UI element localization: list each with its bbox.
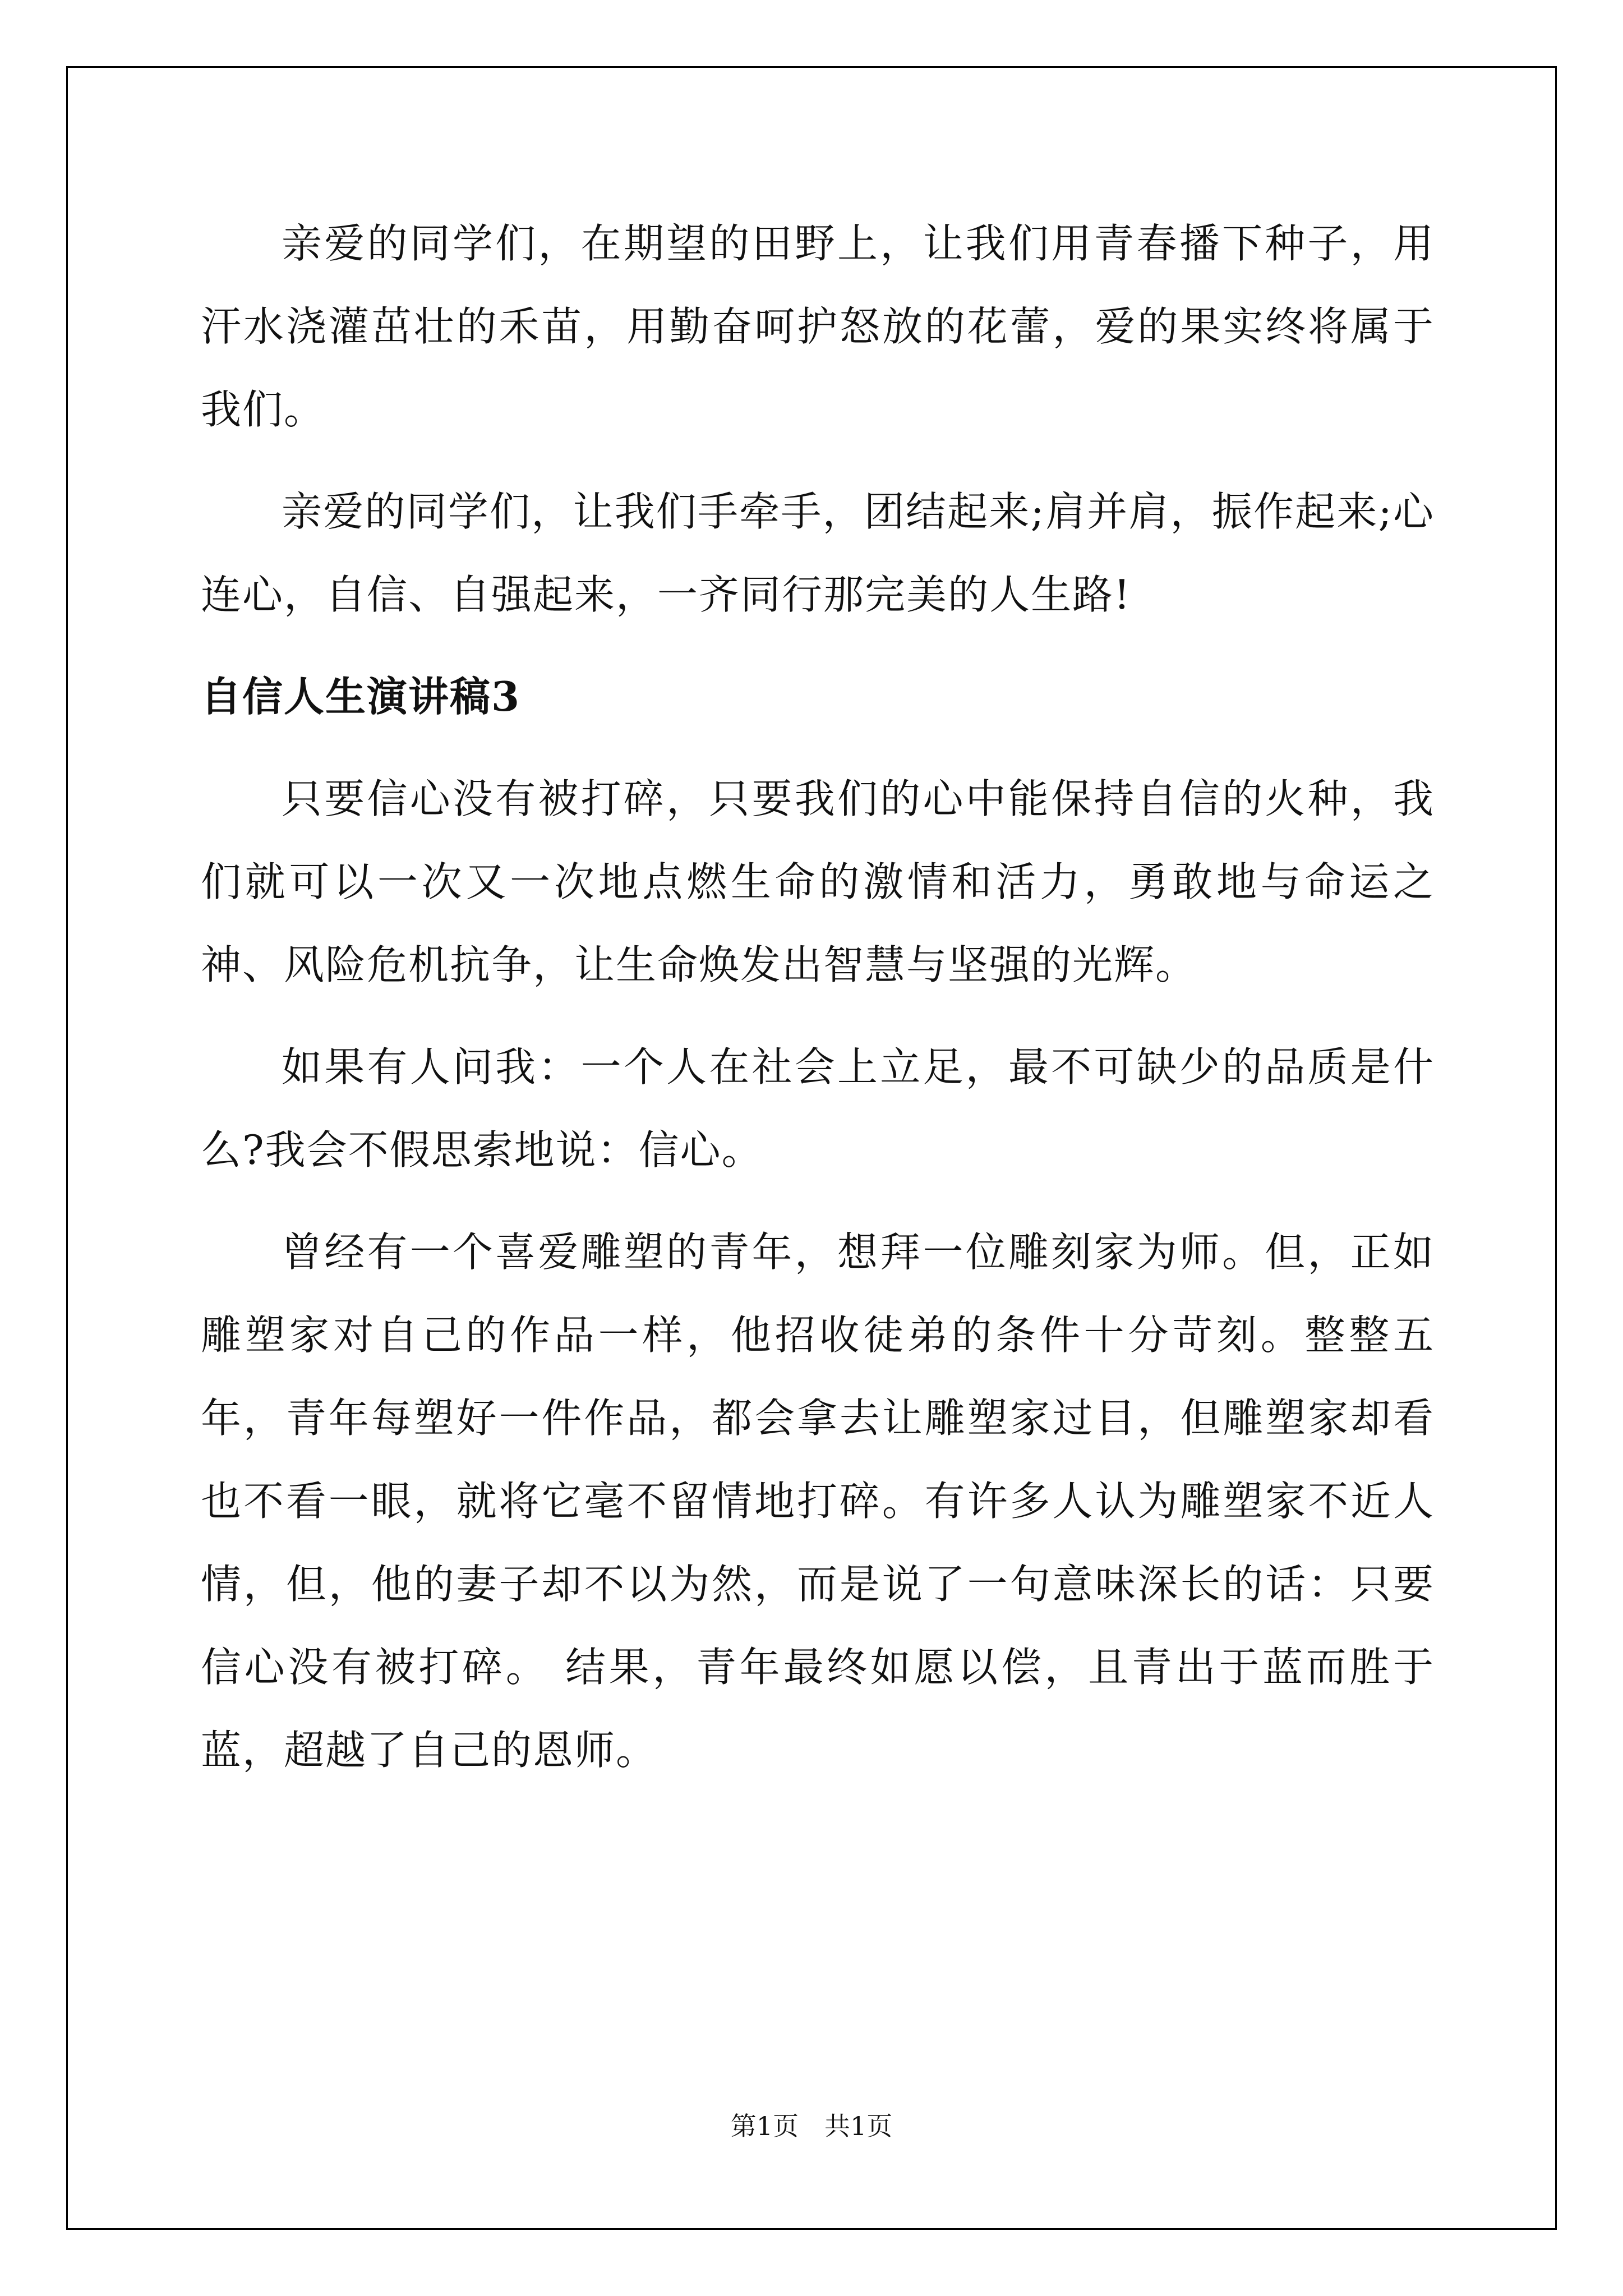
paragraph: 曾经有一个喜爱雕塑的青年，想拜一位雕刻家为师。但，正如雕塑家对自己的作品一样，他招收徒弟的条件十分苛刻。整整五年，青年每塑好一件作品，都会拿去让雕塑家过目，但雕塑家却看也不看一眼，就将它毫不留情地打碎。有许多人认为雕塑家不近人情，但，他的妻子却不以为然，而是说了一句意味深长的话：只要信心没有被打碎。 结果，青年最终如愿以偿，且青出于蓝而胜于蓝，超越了自己的恩师。 bbox=[201, 1228, 1435, 1774]
paragraph: 亲爱的同学们，让我们手牵手，团结起来;肩并肩，振作起来;心连心，自信、自强起来，一齐同行那完美的人生路! bbox=[201, 488, 1435, 618]
paragraph: 亲爱的同学们，在期望的田野上，让我们用青春播下种子，用汗水浇灌茁壮的禾苗，用勤奋呵护怒放的花蕾，爱的果实终将属于我们。 bbox=[201, 220, 1435, 433]
section-heading: 自信人生演讲稿3 bbox=[201, 673, 521, 720]
paragraph: 如果有人问我：一个人在社会上立足，最不可缺少的品质是什么?我会不假思索地说：信心。 bbox=[201, 1043, 1435, 1174]
page-footer: 第1页 共1页 bbox=[730, 2111, 893, 2141]
paragraph: 只要信心没有被打碎，只要我们的心中能保持自信的火种，我们就可以一次又一次地点燃生命的激情和活力，勇敢地与命运之神、风险危机抗争，让生命焕发出智慧与坚强的光辉。 bbox=[201, 775, 1435, 988]
document-body bbox=[201, 202, 1435, 1792]
